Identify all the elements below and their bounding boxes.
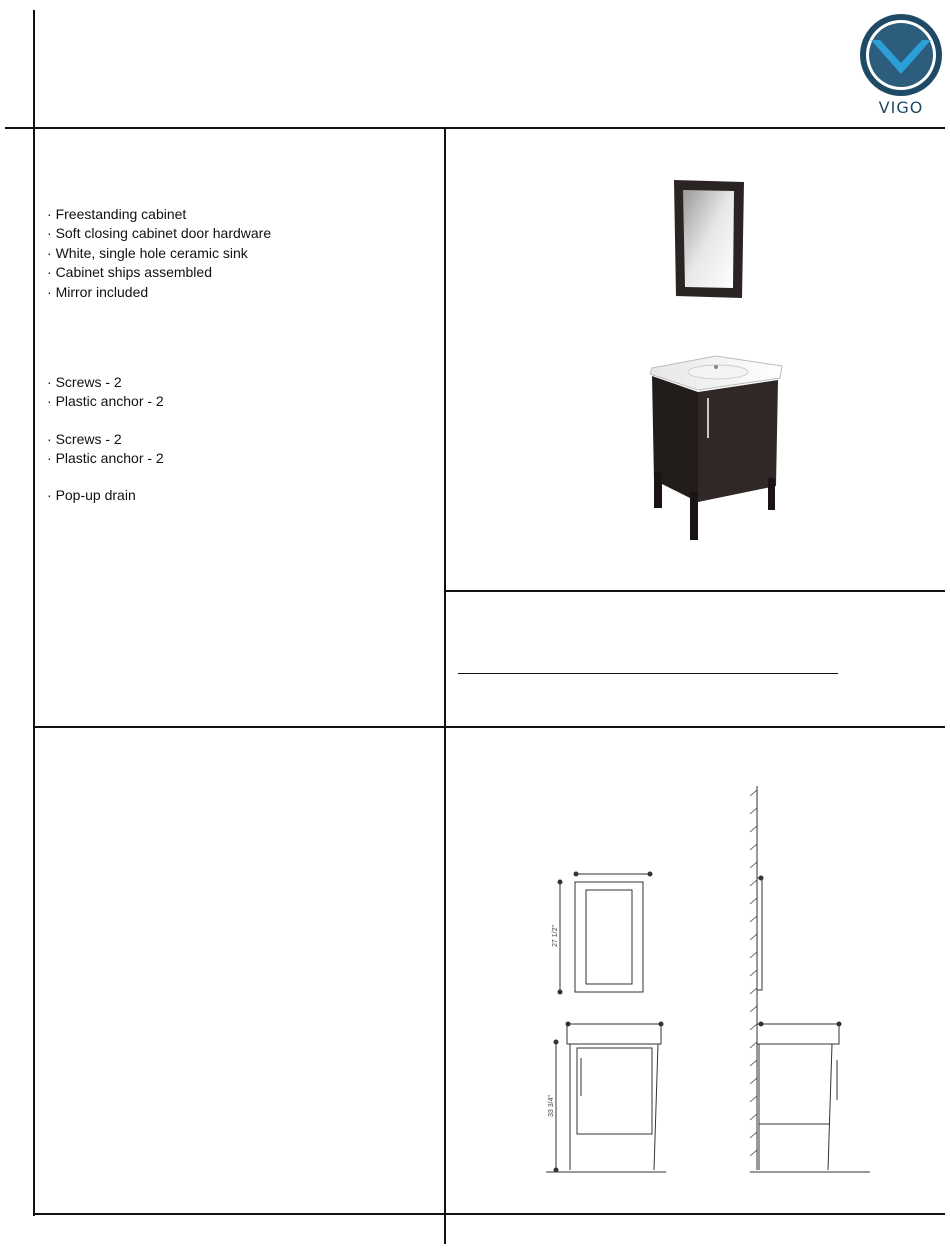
list-item: · Pop-up drain <box>47 486 136 505</box>
vigo-logo <box>858 12 944 116</box>
hardware-list-mirror <box>47 430 164 469</box>
signature-line <box>458 673 838 674</box>
vanity-image <box>646 352 786 544</box>
mirror-image <box>672 178 746 300</box>
vigo-logo-mark <box>858 12 944 98</box>
logo-wordmark: VIGO <box>878 98 924 117</box>
middle-rule <box>33 726 945 728</box>
list-item: · Screws - 2 <box>47 430 164 449</box>
list-item: · Cabinet ships assembled <box>47 263 271 282</box>
list-item: · Plastic anchor - 2 <box>47 392 164 411</box>
feature-list <box>47 205 271 302</box>
list-item: · Freestanding cabinet <box>47 205 271 224</box>
list-item: · Screws - 2 <box>47 373 164 392</box>
list-item: · Mirror included <box>47 283 271 302</box>
list-item: · Plastic anchor - 2 <box>47 449 164 468</box>
mirror-height-label: 27 1/2" <box>552 925 559 947</box>
list-item: · White, single hole ceramic sink <box>47 244 271 263</box>
vanity-height-label: 33 3/4" <box>548 1095 555 1117</box>
image-section-rule <box>444 590 945 592</box>
header-rule <box>5 127 945 129</box>
hardware-list-vanity <box>47 373 164 412</box>
bottom-rule <box>33 1213 945 1215</box>
left-margin-rule <box>33 10 35 1216</box>
column-divider <box>444 127 446 1244</box>
dimension-drawings <box>540 780 880 1190</box>
drain-list <box>47 486 136 505</box>
list-item: · Soft closing cabinet door hardware <box>47 224 271 243</box>
